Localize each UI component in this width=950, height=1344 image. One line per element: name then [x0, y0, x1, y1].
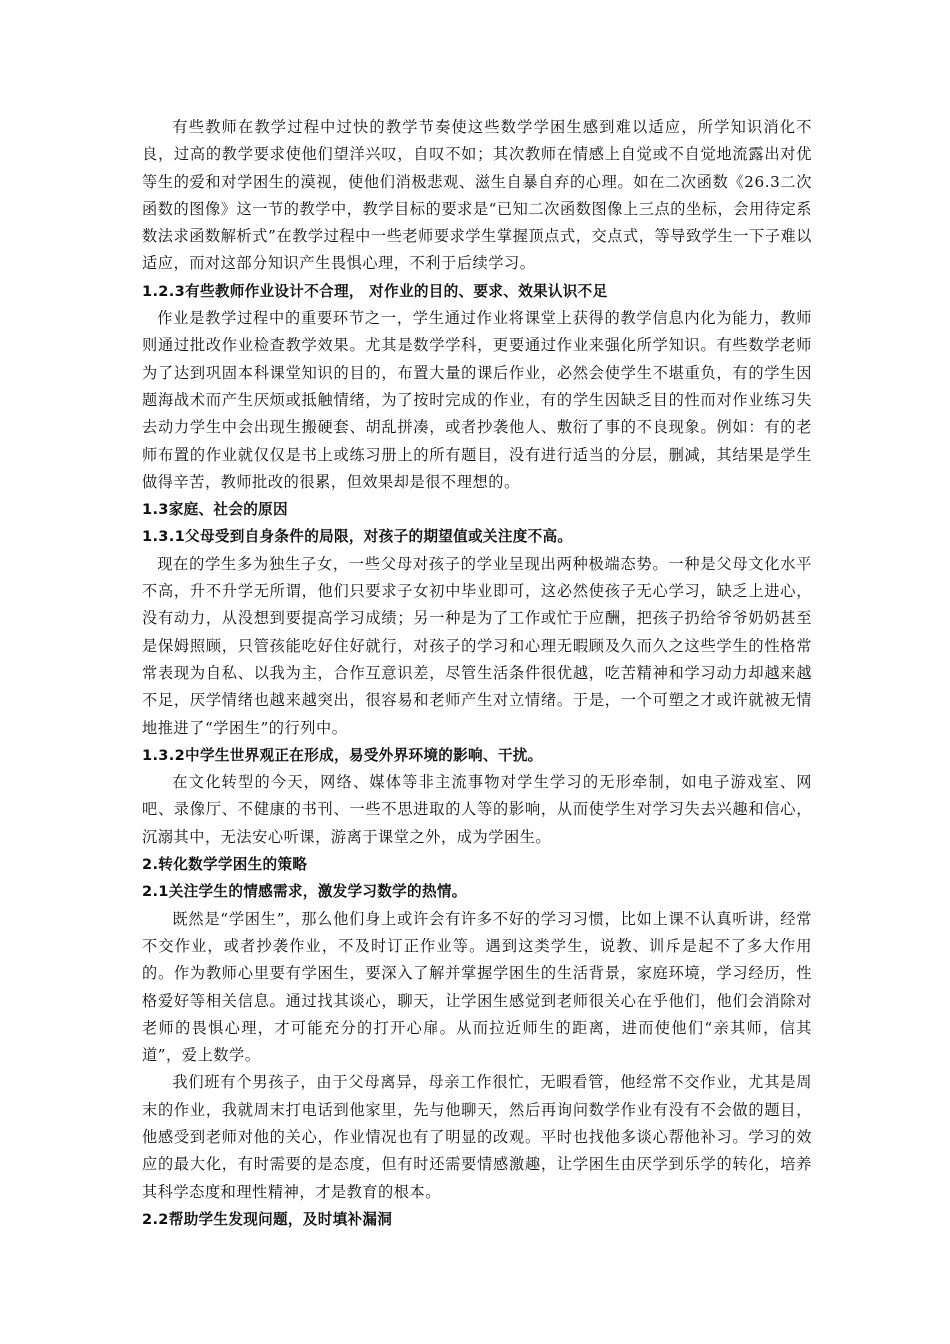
heading-2-1: 2.1关注学生的情感需求，激发学习数学的热情。 — [142, 883, 467, 901]
heading-1-3: 1.3家庭、社会的原因 — [142, 501, 288, 519]
paragraph-teaching-pace: 有些教师在教学过程中过快的教学节奏使这些数学学困生感到难以适应，所学知识消化不良，过高的教学要求使他们望洋兴叹，自叹不如；其次教师在情感上自觉或不自觉地流露出对优等生的爱和对学困生的漠视，使他们消极悲观、滋生自暴自弃的心理。如在二次函数《26.3二次函数的图像》这一节的教学中，教学目标的要求是“已知二次函数图像上三点的坐标，会用待定系数法求函数解析式”在教学过程中一些老师要求学生掌握顶点式，交点式，等导致学生一下子难以适应，而对这部分知识产生畏惧心理，不利于后续学习。 — [142, 118, 812, 273]
heading-2: 2.转化数学学困生的策略 — [142, 856, 308, 874]
paragraph-environment: 在文化转型的今天，网络、媒体等非主流事物对学生学习的无形牵制，如电子游戏室、网吧、录像厅、不健康的书刊、一些不思进取的人等的影响，从而使学生对学习失去兴趣和信心，沉溺其中，无法安心听课，游离于课堂之外，成为学困生。 — [142, 773, 812, 846]
heading-1-3-2: 1.3.2中学生世界观正在形成，易受外界环境的影响、干扰。 — [142, 746, 543, 764]
document-page — [142, 114, 812, 1233]
heading-1-2-3: 1.2.3有些教师作业设计不合理， 对作业的目的、要求、效果认识不足 — [142, 282, 608, 300]
heading-2-2: 2.2帮助学生发现问题，及时填补漏洞 — [142, 1210, 393, 1228]
paragraph-emotional-needs: 既然是“学困生”，那么他们身上或许会有许多不好的学习习惯，比如上课不认真听讲，经常不交作业，或者抄袭作业，不及时订正作业等。遇到这类学生，说教、训斥是起不了多大作用的。作为教师心里要有学困生，要深入了解并掌握学困生的生活背景，家庭环境，学习经历，性格爱好等相关信息。通过找其谈心，聊天，让学困生感觉到老师很关心在乎他们，他们会消除对老师的畏惧心理，才可能充分的打开心扉。从而拉近师生的距离，进而使他们“亲其师，信其道”，爱上数学。 — [142, 909, 812, 1065]
paragraph-homework: 作业是教学过程中的重要环节之一，学生通过作业将课堂上获得的教学信息内化为能力，教师则通过批改作业检查教学效果。尤其是数学学科，更要通过作业来强化所学知识。有些数学老师为了达到巩固本科课堂知识的目的，布置大量的课后作业，必然会使学生不堪重负，有的学生因题海战术而产生厌烦或抵触情绪，为了按时完成的作业，有的学生因缺乏目的性而对作业练习失去动力学生中会出现生搬硬套、胡乱拼凑，或者抄袭他人、敷衍了事的不良现象。例如：有的老师布置的作业就仅仅是书上或练习册上的所有题目，没有进行适当的分层，删减，其结果是学生做得辛苦，教师批改的很累，但效果却是很不理想的。 — [142, 309, 812, 491]
paragraph-parents: 现在的学生多为独生子女，一些父母对孩子的学业呈现出两种极端态势。一种是父母文化水平不高，升不升学无所谓，他们只要求子女初中毕业即可，这必然使孩子无心学习，缺乏上进心，没有动力，从没想到要提高学习成绩；另一种是为了工作或忙于应酬，把孩子扔给爷爷奶奶甚至是保姆照顾，只管孩能吃好住好就行，对孩子的学习和心理无暇顾及久而久之这些学生的性格常常表现为自私、以我为主，合作互意识差，尽管生活条件很优越，吃苦精神和学习动力却越来越不足，厌学情绪也越来越突出，很容易和老师产生对立情绪。于是，一个可塑之才或许就被无情地推进了“学困生”的行列中。 — [142, 554, 812, 737]
heading-1-3-1: 1.3.1父母受到自身条件的局限，对孩子的期望值或关注度不高。 — [142, 528, 573, 546]
paragraph-example-boy: 我们班有个男孩子，由于父母离异，母亲工作很忙，无暇看管，他经常不交作业，尤其是周末的作业，我就周末打电话到他家里，先与他聊天，然后再询问数学作业有没有不会做的题目，他感受到老师对他的关心，作业情况也有了明显的改观。平时也找他多谈心帮他补习。学习的效应的最大化，有时需要的是态度，但有时还需要情感激趣，让学困生由厌学到乐学的转化，培养其科学态度和理性精神，才是教育的根本。 — [142, 1073, 812, 1201]
